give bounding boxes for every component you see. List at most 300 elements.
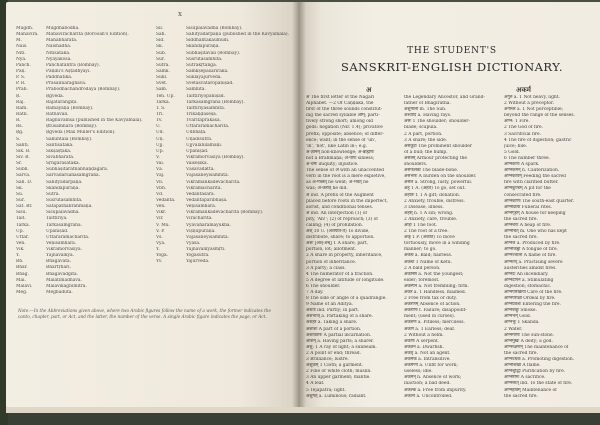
abbreviation-expansion: Pañchatantra (Bombay). — [46, 62, 100, 68]
abbreviation-key: Śukl. — [156, 75, 168, 81]
abbreviation-expansion: Vājasaneyisaṁhitā. — [186, 234, 229, 240]
abbreviation-key: Tait. — [16, 216, 26, 222]
abbreviation-key: U. — [156, 124, 161, 130]
abbreviation-key: Sarva. — [16, 173, 31, 179]
abbreviation-expansion: Viṣṇupurāṇa. — [186, 228, 216, 234]
dictionary-line: 3 An upper garment; mantle. — [306, 375, 371, 381]
dictionary-line: fire with clarified butter. — [504, 180, 559, 186]
dictionary-line: 3 Brilliance; lustre. — [306, 357, 349, 363]
dictionary-line: अकर्मक a. Intransitive. — [404, 357, 451, 363]
abbreviation-key: V. Mu. — [156, 222, 170, 228]
dictionary-line: blade; scapula. — [404, 125, 438, 131]
dictionary-line: calling; (4) of prohibition. — [306, 222, 364, 228]
abbreviation-expansion: Paddhatika. — [46, 75, 73, 81]
abbreviation-key: Sū. — [16, 191, 24, 197]
title-line-2: SANSKRIT-ENGLISH DICTIONARY. — [340, 60, 564, 74]
abbreviation-expansion: Veṇīsaṁhāra. — [186, 204, 217, 210]
dictionary-line: अग्निजिह्वा A tongue of fire. — [504, 247, 558, 253]
dictionary-line: अग्निक्रिया Funeral rites. — [504, 204, 553, 210]
abbreviation-expansion: Śṛṅgāraśataka. — [46, 161, 81, 167]
dictionary-line: 2 The root of a tree. — [404, 229, 449, 235]
dictionary-line: 2 A bald person. — [404, 265, 441, 271]
abbreviation-key: Saṁk. — [156, 68, 170, 74]
abbreviation-expansion: Yajurveda. — [186, 259, 210, 265]
dictionary-line: 6 The number three. — [504, 155, 550, 161]
abbreviation-expansion: Nyāyakośa. — [46, 56, 72, 62]
abbreviation-key: Ṛ. — [16, 93, 21, 99]
abbreviation-key: Ram. — [16, 105, 28, 111]
dictionary-line: अग्निमणिः The sun-stone. — [504, 332, 555, 338]
abbreviation-expansion: Rājatarangiṇī. — [46, 99, 78, 105]
dictionary-line: अग्निकणः A spark. — [504, 162, 540, 168]
dictionary-line: अ ind. An interjection (1) of — [306, 210, 368, 216]
abbreviation-key: Sūtra. — [156, 62, 170, 68]
abbreviation-expansion: Udbhaṭa. — [186, 130, 207, 136]
dictionary-line: useless; idle. — [404, 369, 433, 375]
abbreviation-expansion: Saṁhitā. — [186, 87, 206, 93]
page-header-left: अ — [366, 86, 372, 94]
dictionary-line: अग्निबाहुः Smoke. — [504, 308, 537, 314]
abbreviation-key: Bhar. — [16, 265, 28, 271]
abbreviation-expansion: Vaiśeṣika. — [186, 161, 208, 167]
dictionary-line: अग्नितप् a. Practising severe — [504, 259, 563, 265]
abbreviation-expansion: Saṁkṣepaśārīraka. — [186, 68, 229, 74]
dictionary-line: अग्निकुण्डम् A pit for the — [504, 186, 551, 192]
page-header-right: अकर्म — [516, 86, 531, 94]
abbreviation-key: Sāh. — [156, 32, 166, 38]
dictionary-line: अंशः [अंश्-अच्] 1 A share, part, — [306, 241, 369, 247]
abbreviation-key: Sam. — [156, 87, 168, 93]
abbreviation-key: Bhag. — [16, 271, 29, 277]
dictionary-line: 8 The side or angle of a quadrangle. — [306, 296, 387, 302]
abbreviation-key: Prab. — [16, 87, 28, 93]
dictionary-line: अग्निष्टोमः A sacrifice. — [504, 375, 546, 381]
dictionary-line: अंश्वादि a. Having rays. — [404, 113, 452, 119]
abbreviation-expansion: Trikāṇḍaśeṣa. — [186, 111, 218, 117]
dictionary-line: अंशु: 1 A ray of light; a sunbeam. — [306, 344, 377, 350]
abbreviation-expansion: Vājasaneyisaṁhitā. — [186, 173, 229, 179]
dictionary-line: अ ind. A prefix of the Augment — [306, 192, 374, 198]
dictionary-line: inaction; a bad deed. — [404, 381, 451, 387]
dictionary-line: 4 The numerator of a fraction. — [306, 271, 374, 277]
dictionary-line: 2 Free from tax or duty. — [404, 296, 457, 302]
dictionary-line: The sense of अ with an unaccented — [306, 168, 384, 174]
dictionary-line: prefix; opposite; absence; of differ- — [306, 131, 384, 137]
abbreviation-expansion: Vyāsa. — [186, 240, 201, 246]
abbreviation-expansion: Ujjvalanīlamaṇi. — [186, 142, 223, 148]
dictionary-line: of a bull; the hump. — [404, 149, 448, 155]
dictionary-line: 7 A day. — [306, 290, 324, 295]
dictionary-line: अग्निगृहम् A house for keeping — [504, 210, 566, 216]
abbreviation-expansion: Upaniṣad. — [46, 228, 69, 234]
dictionary-line: अग्निभुः 1 Skanda. — [504, 320, 540, 326]
abbreviation-expansion: Vīracharita. — [186, 216, 213, 222]
dictionary-line: ence; want; in the sense of 'un', — [306, 137, 377, 143]
dictionary-line: अग्निज a. Produced by fire. — [504, 241, 561, 247]
abbreviation-key: Up. — [156, 148, 164, 154]
abbreviation-expansion: Uttararāmacharita. — [46, 234, 90, 240]
dictionary-line: अग्निचयः A heap of fire. — [504, 222, 552, 228]
dictionary-line: अकर्मन् n. Absence of work; — [404, 375, 462, 381]
abbreviation-expansion: Vikramāṅkadevacharita (Bombay). — [186, 210, 264, 216]
abbreviation-key: Vs. — [156, 234, 163, 240]
abbreviation-key: R. — [16, 118, 21, 124]
abbreviation-key: T. S. — [156, 105, 166, 111]
abbreviation-expansion: Uttararāmacharita. — [186, 124, 230, 130]
dictionary-line: अंसकूटः The prominent shoulder — [404, 143, 472, 149]
dictionary-line: अग्निवर्धक a. Promoting digestion. — [504, 357, 575, 363]
abbreviation-row — [16, 290, 152, 296]
abbreviation-expansion: Vedāntasāra. — [186, 191, 215, 197]
dictionary-line: अगुरु a. 1 Not heavy, light. — [504, 95, 560, 100]
abbreviation-expansion: Taittirīyasaṁhitā. — [186, 105, 226, 111]
dictionary-line: 2 The God of fire. — [504, 125, 543, 131]
abbreviation-expansion: Tarkasaṁgraha. — [46, 222, 82, 228]
dictionary-line: अंहस् n. 1 A sin; wrong. — [404, 210, 454, 216]
abbreviation-key: Rs. — [16, 124, 23, 130]
dictionary-column-3 — [504, 95, 596, 402]
dictionary-line: अ-धर्मः iniquity; injustice. — [306, 162, 359, 168]
abbreviation-expansion: Naishadha. — [46, 44, 72, 50]
dictionary-line: as अ-गच्छत् he went; अ-भवत् he — [306, 180, 369, 186]
abbreviation-key: Śiv. B. — [16, 154, 30, 160]
abbreviation-key: Sid. — [156, 38, 165, 44]
abbreviation-expansion: Taittirīyopaniṣad. — [186, 93, 225, 99]
abbreviation-expansion: Bhartṛhari. — [46, 265, 71, 271]
dictionary-line: अग्निपरीक्षा Ordeal by fire. — [504, 296, 556, 302]
abbreviation-expansion: Yogasūtra. — [186, 253, 210, 259]
dictionary-line: consecrated fire. — [504, 192, 542, 198]
abbreviation-key: Ven. — [16, 240, 26, 246]
abbreviation-expansion: Śivabhārata. — [46, 154, 75, 160]
abbreviation-expansion: Sūtra. — [46, 191, 60, 197]
dictionary-line: अंशुमत् a. Luminous; radiant. — [306, 393, 367, 399]
abbreviation-expansion: Mahāvīracharita (Borooah's Edition). — [46, 32, 129, 38]
abbreviation-expansion: Nītiśataka. — [46, 50, 71, 56]
dictionary-line: 2 A share in property, inheritance, — [306, 253, 383, 259]
dictionary-line: manner; to go. — [404, 247, 437, 253]
dictionary-line: 4 The fire of digestion; gastric — [504, 137, 572, 143]
abbreviation-key: Uṇ. — [156, 136, 164, 142]
dictionary-line: portion, lot; allotment. — [306, 247, 357, 253]
dictionary-line: अंसभारः A burden on the shoulder. — [404, 174, 477, 180]
dictionary-line: distribute, share; to apportion. — [306, 235, 375, 241]
abbreviation-key: Vd. — [156, 191, 164, 197]
dictionary-line: अकर्ण a. 1 Earless; deaf. — [404, 326, 456, 332]
dictionary-line: pity, 'Ah!'; (2) of reproach; (3) of — [306, 216, 378, 222]
abbreviation-expansion: Prasannarāghava. — [46, 81, 87, 87]
abbreviation-expansion: Ratnāvalī. — [46, 111, 69, 117]
abbreviation-expansion: Suśrutasaṁhitā. — [46, 197, 83, 203]
dictionary-line: अंशिन् a. Having parts; a sharer. — [306, 338, 374, 344]
abbreviation-key: Tv. — [156, 118, 163, 124]
abbreviation-expansion: Subhāṣitaratnabhāṇḍāgāra. — [46, 167, 109, 173]
abbreviation-row — [156, 259, 292, 265]
abbreviation-key: Vāj. — [156, 173, 165, 179]
dictionary-line: अग्निप्रवेशः Entering the fire. — [504, 302, 561, 308]
dictionary-line: 3 A party; a class. — [306, 265, 346, 271]
abbreviation-expansion: Taittirīya. — [46, 216, 68, 222]
dictionary-line: shoulders. — [404, 162, 428, 168]
abbreviation-key: Subh. — [16, 167, 29, 173]
dictionary-column-1 — [306, 95, 398, 402]
abbreviation-key: Śil. — [156, 26, 164, 31]
abbreviation-expansion: Vikramacharita. — [186, 185, 222, 191]
abbreviation-expansion: Sāhityadarpaṇa. — [46, 179, 83, 185]
abbreviation-expansion: Suśrutasaṁhitā. — [186, 56, 223, 62]
abbreviation-expansion: Vāsavadattā. — [186, 167, 215, 173]
dictionary-line: अंश् 10 U. (अंशयति-ते) To divide, — [306, 229, 370, 235]
dictionary-line: 5 Tejapatra; light. — [306, 387, 346, 393]
dictionary-line: digestion; stomachic. — [504, 283, 552, 289]
dictionary-line: tortuously, move in a winding — [404, 241, 470, 247]
dictionary-line: 5 Gold. — [504, 149, 520, 155]
dictionary-line: juice; bile. — [504, 143, 528, 149]
abbreviation-expansion: Vikramāṅkadevacharita. — [186, 179, 241, 185]
abbreviation-key: Śānti. — [16, 142, 30, 148]
dictionary-line: the sacred fire. — [504, 235, 538, 241]
dictionary-line: 2 Water. — [504, 326, 523, 332]
abbreviation-expansion: Prabodhachandrodaya (Bombay). — [46, 87, 121, 93]
dictionary-line: 2 Without a preceptor. — [504, 101, 555, 107]
abbreviation-key: Ud. — [156, 130, 164, 136]
dictionary-line: 3 Disease, illness. — [404, 204, 444, 210]
dictionary-line: gods: negation (Nir. 1.4); privative — [306, 125, 383, 131]
abbreviation-key: Ujj. — [156, 142, 164, 148]
abbreviation-expansion: Vikramorvaśīya. — [46, 247, 83, 253]
dictionary-line: beyond the range of the senses. — [504, 113, 575, 119]
abbreviation-key: Ven. — [156, 204, 166, 210]
abbreviation-expansion: Mālatīmādhava. — [46, 277, 82, 283]
abbreviation-expansion: Śiśupālavadha (Bombay). — [186, 26, 243, 31]
dictionary-line: अग्निशिखा A flame. — [504, 363, 541, 369]
abbreviation-expansion: Siddhāntakaumudī. — [186, 38, 230, 44]
abbreviation-expansion: Vedāntaparibhāṣā. — [186, 197, 228, 203]
abbreviation-key: Tarka. — [16, 222, 30, 228]
dictionary-line: अ The first letter of the Nāgarī — [306, 95, 375, 100]
dictionary-line: tively strong short; among old — [306, 119, 374, 125]
abbreviation-key: Sub. — [156, 50, 167, 56]
dictionary-line: अंशावतारः A partial incarnation. — [306, 332, 372, 338]
dictionary-line: अग्नि: 1 Fire. — [504, 119, 530, 125]
abbreviation-key: Vedānta. — [156, 197, 176, 203]
dictionary-line: अग्निज्वाला A flame of fire. — [504, 253, 557, 259]
dictionary-line: अकल्क a. Free from impurity. — [404, 387, 467, 393]
abbreviation-expansion: Sarvadarśanasaṁgraha. — [46, 173, 101, 179]
dictionary-line: aorist, and conditional tenses. — [306, 204, 374, 210]
dictionary-line: अंशुमाली m. The Sun. — [404, 107, 447, 113]
abbreviation-key: Vb. — [156, 179, 164, 185]
dictionary-line: अग्निकर्मन् n. Cauterization. — [504, 168, 560, 174]
dictionary-line: अंशतः ind. Partly; in part. — [306, 308, 360, 314]
abbreviation-key: Y. — [16, 253, 20, 259]
dictionary-line: portion of inheritance. — [306, 259, 357, 265]
dictionary-line: 9 Name of an Āditya. — [306, 302, 353, 308]
abbreviation-expansion: Bhāgavata. — [46, 259, 71, 265]
abbreviation-note: Note.—In the Abbreviations given above, where two Arabic figures follow the name of a work, the former indicates the canto, chapter, part, or Act, and the latter, the number of the verse. A single Arabic figure indicates the page, or Act. — [18, 308, 271, 319]
abbreviation-key: Ṛg. — [16, 130, 24, 136]
abbreviation-expansion: Tvaritaprakāśa. — [186, 118, 221, 124]
abbreviation-key: Vai. — [156, 161, 165, 167]
abbreviation-key: V. P. — [156, 228, 165, 234]
abbreviation-expansion: Subhāṣitāvali (Bombay). — [186, 50, 241, 56]
abbreviation-expansion: Vyavahāramayūkha. — [186, 222, 231, 228]
abbreviation-key: Vik. — [16, 247, 25, 253]
dictionary-line: अकर्तन a. Dwarfish. — [404, 344, 444, 350]
dictionary-line: अकच a. Bald; hairless. — [404, 253, 453, 259]
dictionary-line: अग्निदीपन a. Stimulating — [504, 277, 554, 283]
abbreviation-expansion: Śatapathabrāhmaṇa. — [46, 204, 93, 210]
dictionary-title — [306, 46, 598, 74]
abbreviation-key: Nyā. — [16, 56, 27, 62]
dictionary-line: अग्निमुखः A deity; a god. — [504, 338, 553, 344]
dictionary-line: 3 Sacrificial fire. — [504, 131, 542, 137]
abbreviation-expansion: Śāntiśataka. — [46, 142, 74, 148]
dictionary-line: अंसः 1 The shoulder; shoulder- — [404, 119, 470, 125]
abbreviation-expansion: Sāhityadarpaṇa (published in the Kāvyamālā). — [186, 32, 289, 38]
abbreviation-expansion: Pāṇini's Aṣṭādhyāyī. — [46, 68, 91, 74]
dictionary-line: अग्निकार्यम् Feeding the sacred — [504, 174, 566, 180]
dictionary-line: austerities amidst fires. — [504, 265, 557, 271]
dictionary-line: 2 Anxiety, care, trouble. — [404, 216, 458, 222]
abbreviation-key: Ś. — [16, 136, 21, 142]
abbreviation-key: Śvet. — [156, 81, 168, 87]
abbreviation-key: P. S. — [16, 75, 26, 81]
abbreviation-key: Sk. — [16, 185, 24, 191]
abbreviation-key: Ratn. — [16, 111, 29, 117]
abbreviation-key: Mugdh. — [16, 26, 34, 31]
abbreviation-expansion: Ṛgveda. — [46, 93, 65, 99]
dictionary-line: the sacred fire. — [504, 393, 538, 399]
abbreviation-key: Nīti. — [16, 50, 26, 56]
dictionary-line: the Legendary Ancestor, and Grand- — [404, 95, 485, 100]
abbreviation-key: M. — [16, 38, 22, 44]
dictionary-line: अंशुकम् 1 Cloth; a garment. — [306, 363, 364, 369]
abbreviation-key: Meg. — [16, 290, 28, 296]
abbreviation-key: Pañch. — [16, 62, 31, 68]
dictionary-line: 6 The shoulder. — [306, 283, 341, 289]
left-page — [6, 2, 298, 407]
abbreviation-key: Mal. — [16, 277, 26, 283]
abbreviation-key: Bh. — [16, 259, 24, 265]
dictionary-line: अंशहर a. Taking a share. — [306, 320, 358, 326]
dictionary-line: अग्निशुद्धिः Purification by fire. — [504, 369, 566, 375]
abbreviation-expansion: Mālavikāgnimitra. — [46, 283, 87, 289]
dictionary-line: अंशभाज् a. Partaking of a share. — [306, 314, 374, 320]
abbreviation-key: Ten. Up. — [156, 93, 175, 99]
abbreviation-expansion: Skandapurāṇa. — [186, 44, 220, 50]
abbreviation-key: Tri. — [156, 111, 164, 117]
abbreviation-expansion: Veṇīsaṁhāra. — [46, 240, 77, 246]
dictionary-line: 5 A degree of latitude or longitude. — [306, 277, 385, 283]
abbreviation-key: Nais. — [16, 44, 28, 50]
dictionary-line: 4 A leaf. — [306, 381, 325, 387]
abbreviation-expansion: Śiśupālavadha. — [46, 210, 80, 216]
dictionary-line: अकर a. 1 Handless, maimed. — [404, 290, 467, 295]
abbreviation-key: Sk. — [156, 44, 164, 50]
dictionary-line: 2 A part, portion. — [404, 131, 443, 137]
dictionary-line: अंहिः 1 The foot. — [404, 222, 438, 228]
book-gutter — [292, 2, 306, 407]
dictionary-line: अकम्पन a. Not trembling; firm. — [404, 283, 469, 289]
dictionary-line: अकनिष्ठ a. Not the youngest; — [404, 271, 464, 277]
dictionary-line: अग्निपरिक्रिया Care of the fire. — [504, 290, 563, 295]
abbreviation-key: Śat. Br. — [16, 204, 33, 210]
abbreviation-expansion: Yājñavalkya. — [46, 253, 74, 259]
abbreviation-expansion: Śuklayajurveda. — [186, 75, 222, 81]
abbreviation-expansion: Śvetāśvataropaniṣad. — [186, 81, 234, 87]
abbreviation-key: Raj. — [16, 99, 25, 105]
dictionary-line: अकरणम् Absence of action. — [404, 302, 461, 308]
dictionary-line: placed before roots in the imperfect, — [306, 198, 388, 204]
abbreviation-key: Up. — [16, 228, 24, 234]
dictionary-line: अग्निदः An incendiary. — [504, 271, 549, 277]
abbreviation-expansion: Skandapurāṇa. — [46, 185, 80, 191]
dictionary-line: the sacred fire. — [504, 216, 538, 222]
abbreviation-key: Y. — [156, 247, 160, 253]
abbreviation-expansion: Mahābhārata. — [46, 38, 78, 44]
abbreviation-key: Yoga. — [156, 253, 168, 259]
dictionary-line: अग्निसात् ind. To the state of fire. — [504, 381, 573, 387]
abbreviation-key: Sur. — [156, 56, 165, 62]
dictionary-line: first of the three sounds constitut- — [306, 107, 383, 113]
dictionary-line: अकर्णः A serpent. — [404, 338, 440, 344]
dictionary-line: अगोचर a. 1 Not perceptible; — [504, 107, 564, 113]
open-book — [6, 2, 600, 425]
abbreviation-expansion: Meghadūta. — [46, 290, 73, 296]
abbreviation-expansion: Ṛgveda (Max Muller's Edition). — [46, 130, 116, 136]
dictionary-line: अकर्तृ a. Not an agent. — [404, 350, 451, 356]
abbreviation-key: Mālavi. — [16, 283, 33, 289]
abbreviation-key: Vbh. — [156, 185, 167, 191]
dictionary-line: verb in the root is a mere expletive, — [306, 174, 386, 180]
abbreviation-expansion: Bhagavadgītā. — [46, 271, 79, 277]
abbreviation-key: Sur. — [16, 197, 25, 203]
dictionary-line: अ-ज्ञानम् non-knowledge; अ-ब्राह्मणः — [306, 149, 375, 155]
abbreviation-key: Vir. — [156, 216, 164, 222]
abbreviation-key: Śik. B. — [16, 148, 31, 154]
dictionary-line: अग्निहोत्रम् Maintenance of — [504, 387, 557, 393]
dictionary-line: Alphabet. —2 Of Cāṇḍaka, the — [306, 101, 374, 107]
page-number: x — [178, 10, 182, 18]
dictionary-line: अकरणिः f. Failure; disappoint- — [404, 308, 467, 314]
abbreviation-key: Tarka. — [156, 99, 170, 105]
dictionary-line: अंशांशः A part of a portion. — [306, 326, 362, 332]
abbreviation-key: P. R. — [16, 81, 26, 87]
dictionary-line: अंहतिः f. 1 A gift; donation. — [404, 192, 461, 198]
abbreviation-key: Yv. — [156, 259, 163, 265]
abbreviation-expansion: Upaniṣad. — [186, 148, 209, 154]
abbreviation-key: Sāh. D. — [16, 179, 33, 185]
abbreviation-key: Śr. — [16, 161, 23, 167]
abbreviation-expansion: Rāmāyaṇa (Bombay). — [46, 105, 94, 111]
dictionary-line: not a Brāhmaṇa; अ-पापः sinless; — [306, 155, 375, 161]
abbreviation-expansion: Tarkasaṁgraha (Bombay). — [186, 99, 245, 105]
dictionary-line: elder; foremost. — [404, 277, 440, 283]
dictionary-line: 2 Fine or white cloth; muslin. — [306, 369, 372, 375]
abbreviation-expansion: Yājñavalkyasmṛti. — [186, 247, 226, 253]
dictionary-line: अंसफलकः The blade-bone. — [404, 168, 459, 174]
abbreviation-expansion: Ṛtusaṁhāra (Bombay). — [46, 124, 98, 130]
abbreviation-expansion: Vikramorvaśīya (Bombay). — [186, 154, 245, 160]
abbreviation-expansion: Uṇādisūtra. — [186, 136, 213, 142]
dictionary-line: father of Bhagīratha. — [404, 101, 451, 107]
dictionary-line: 2 Without a helm. — [404, 332, 444, 338]
abbreviation-expansion: Sūtrakṛtāṅga. — [186, 62, 218, 68]
dictionary-column-2 — [404, 95, 498, 402]
dictionary-line: अग्निचित् m. One who has kept — [504, 229, 567, 235]
abbreviation-expansion: Raghuvaṁśa (published in the Kāvyamālā). — [46, 118, 143, 124]
